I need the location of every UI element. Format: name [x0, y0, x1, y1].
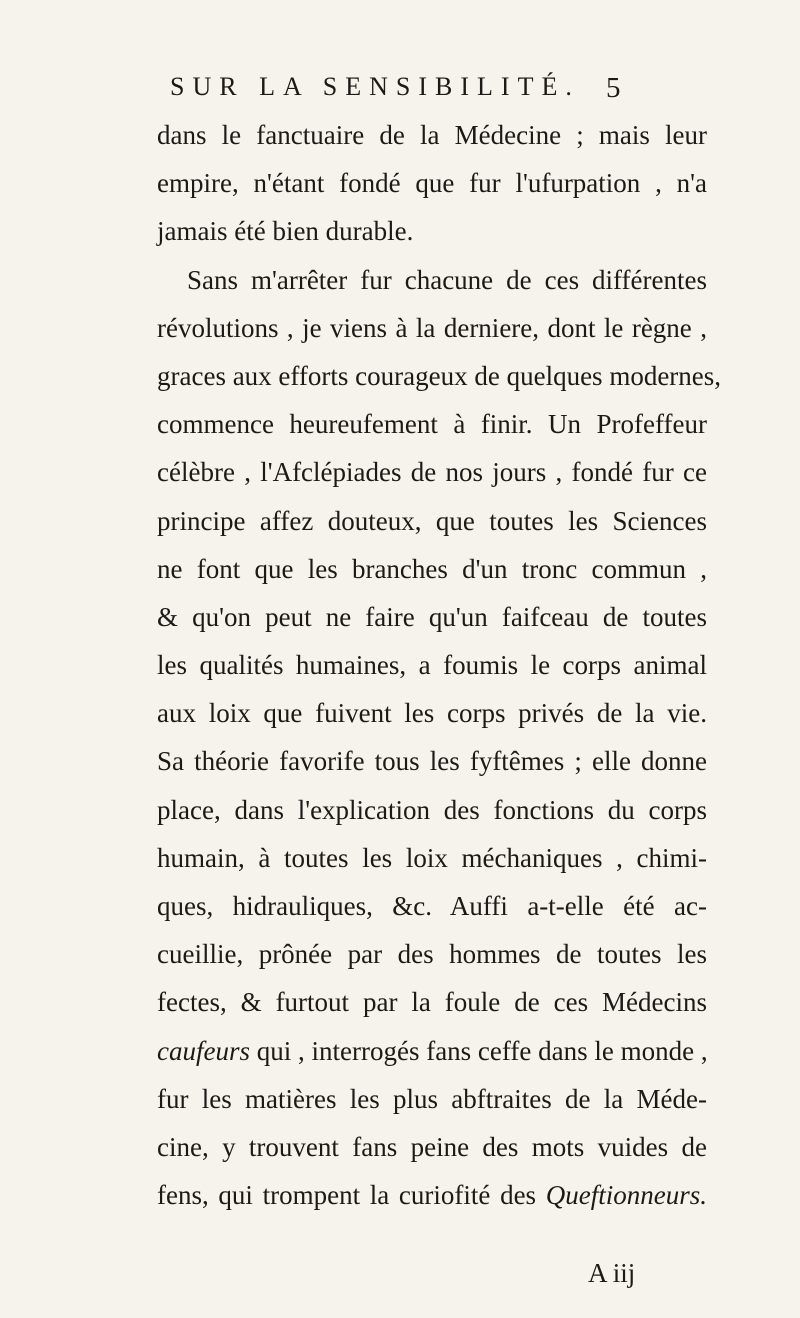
italic-word-questionneurs: Queftionneurs.: [545, 1180, 707, 1211]
page-number: 5: [606, 72, 621, 104]
running-head: [0, 72, 800, 106]
italic-word-caufeurs: caufeurs: [157, 1035, 250, 1066]
text-line-18: cueillie, prônée par des hommes de toutes les: [157, 939, 707, 970]
text-line-4: Sans m'arrêter fur chacune de ces différentes: [187, 264, 707, 295]
text-line-22: cine, y trouvent fans peine des mots vuides de: [157, 1131, 707, 1162]
text-line-10: ne font que les branches d'un tronc commun ,: [157, 553, 707, 584]
text-line-14: Sa théorie favorife tous les fyftêmes ; elle donne: [157, 746, 707, 777]
text-line-16: humain, à toutes les loix méchaniques , chimi-: [157, 842, 707, 873]
text-line-6: graces aux efforts courageux de quelques modernes,: [157, 360, 722, 391]
signature-mark: A iij: [588, 1258, 636, 1288]
text-line-15: place, dans l'explication des fonctions du corps: [157, 794, 707, 825]
text-line-3: jamais été bien durable.: [157, 216, 414, 247]
text-line-23: fens, qui trompent la curiofité des Queftionneurs.: [157, 1180, 707, 1211]
text-line-13: aux loix que fuivent les corps privés de la vie.: [157, 698, 707, 729]
text-line-9: principe affez douteux, que toutes les Sciences: [157, 505, 707, 536]
text-line-21: fur les matières les plus abftraites de la Méde-: [157, 1083, 707, 1114]
text-line-1: dans le fanctuaire de la Médecine ; mais leur: [157, 120, 707, 150]
running-title: SUR LA SENSIBILITÉ.: [170, 72, 580, 101]
text-line-5: révolutions , je viens à la derniere, dont le règne ,: [157, 312, 707, 343]
text-line-8: célèbre , l'Afclépiades de nos jours , fondé fur ce: [157, 457, 707, 488]
text-line-17: ques, hidrauliques, &c. Auffi a-t-elle été ac-: [157, 891, 707, 921]
text-line-12: les qualités humaines, a foumis le corps animal: [157, 650, 707, 681]
text-line-11: & qu'on peut ne faire qu'un faifceau de toutes: [157, 601, 707, 632]
text-line-7: commence heureufement à finir. Un Profeffeur: [157, 409, 707, 440]
text-line-20: caufeurs qui , interrogés fans ceffe dans le monde ,: [157, 1035, 708, 1066]
text-line-19: fectes, & furtout par la foule de ces Médecins: [157, 987, 707, 1018]
text-line-2: empire, n'étant fondé que fur l'ufurpation , n'a: [157, 168, 707, 199]
body-text: [157, 111, 722, 1219]
